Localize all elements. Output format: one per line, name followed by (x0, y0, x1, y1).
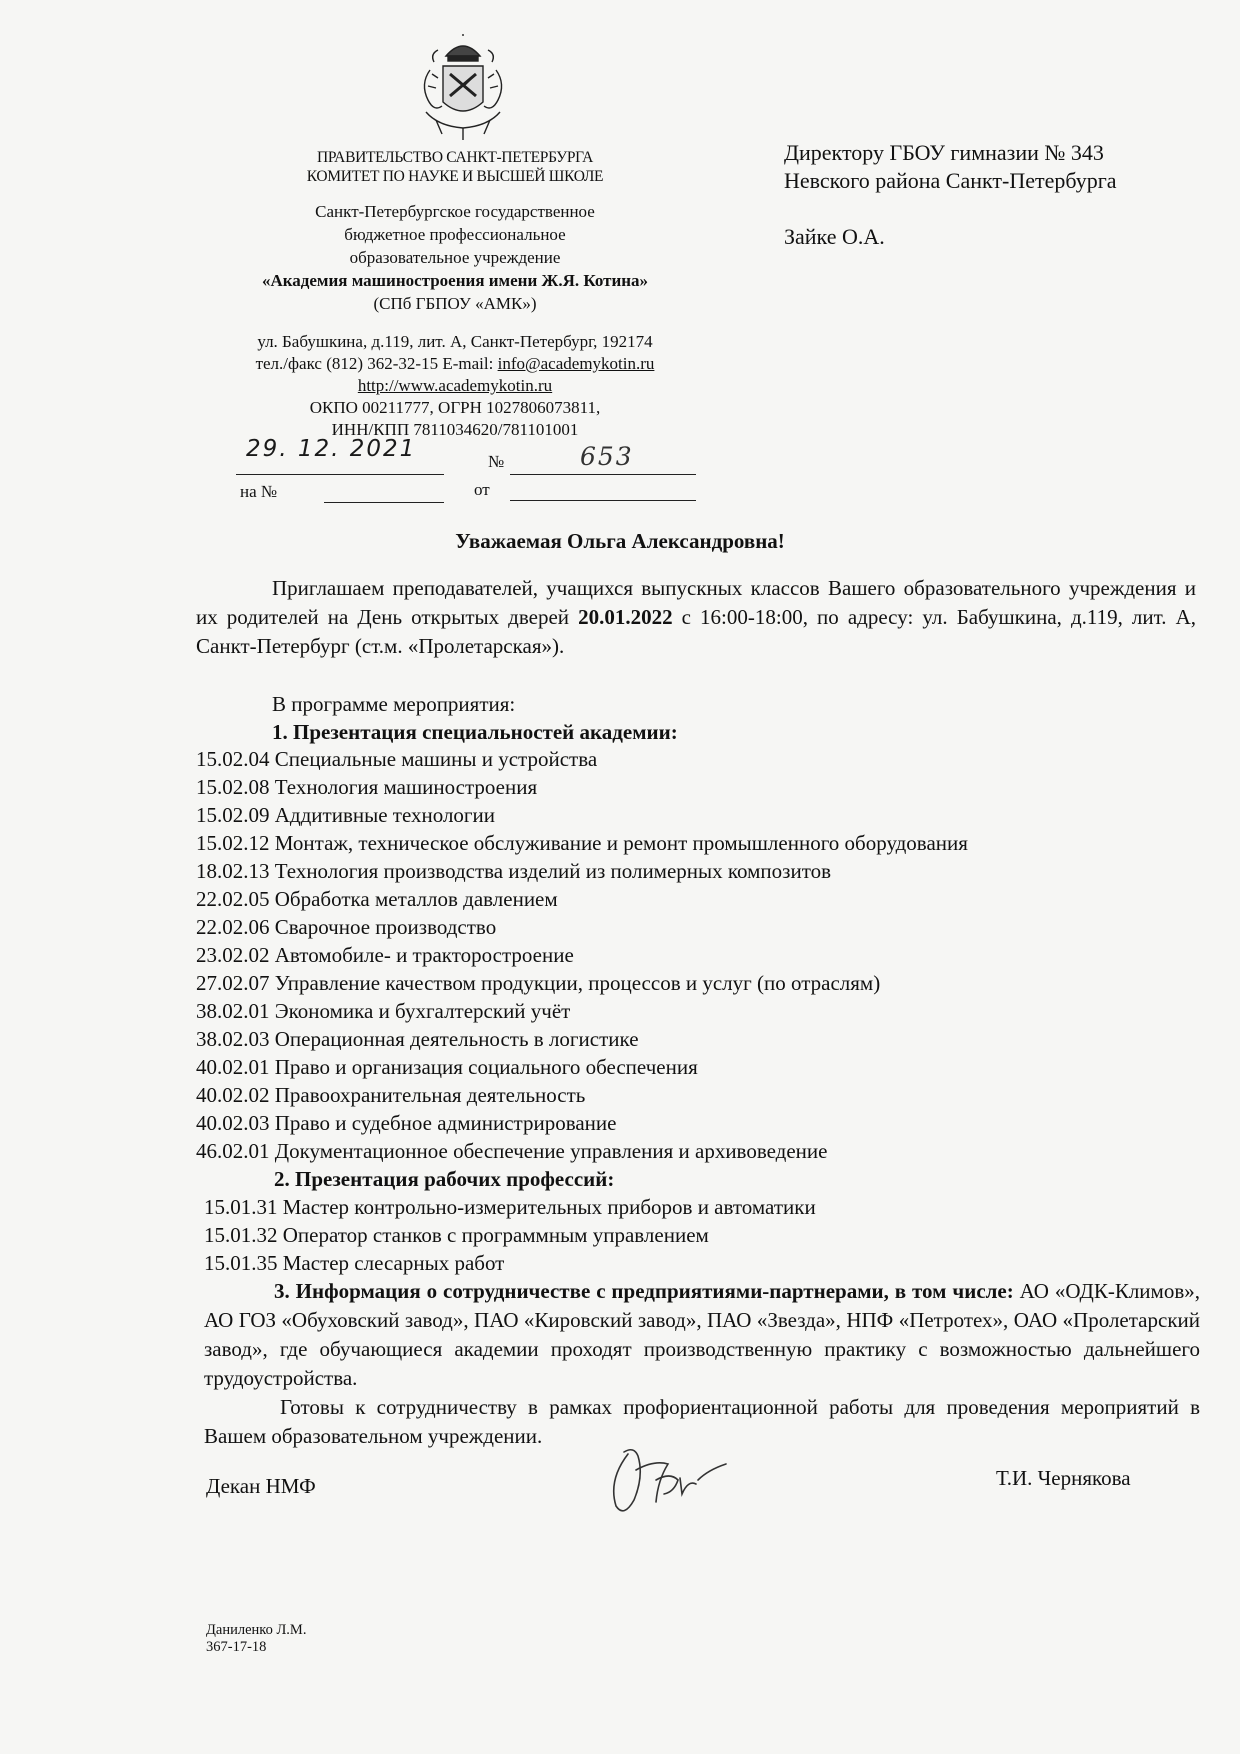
list-item: 15.02.09 Аддитивные технологии (196, 803, 496, 827)
outgoing-number-handwritten: 653 (580, 442, 634, 471)
greeting: Уважаемая Ольга Александровна! (455, 529, 785, 553)
closing-text: Готовы к сотрудничеству в рамках профориентационной работы для проведения мероприятий в Вашем образовательном учреждении. (204, 1395, 1200, 1448)
date-underline (236, 474, 444, 475)
gov-line-1: ПРАВИТЕЛЬСТВО САНКТ-ПЕТЕРБУРГА (316, 149, 594, 166)
program-intro: В программе мероприятия: (272, 692, 516, 716)
list-item: 15.02.08 Технология машиностроения (196, 775, 538, 799)
org-line-3: образовательное учреждение (349, 248, 561, 267)
list-item: 46.02.01 Документационное обеспечение управления и архивоведение (196, 1139, 828, 1163)
website-link[interactable]: http://www.academykotin.ru (357, 376, 553, 395)
section-3-paragraph (204, 1277, 1200, 1393)
list-item: 40.02.01 Право и организация социального обеспечения (196, 1055, 698, 1079)
list-item: 15.02.04 Специальные машины и устройства (196, 747, 598, 771)
org-phone-email (195, 353, 715, 375)
section-3-text: АО «ОДК-Климов», АО ГОЗ «Обуховский завод», ПАО «Кировский завод», ПАО «Звезда», НПФ «Петротех», ОАО «Пролетарский завод», где обучающиеся академии проходят производственную практику с возможностью дальнейшего трудоустройства. (204, 1279, 1200, 1390)
signatory-name: Т.И. Чернякова (996, 1466, 1131, 1490)
section-2-title: 2. Презентация рабочих профессий: (274, 1167, 615, 1191)
list-item: 38.02.03 Операционная деятельность в логистике (196, 1027, 639, 1051)
number-underline (510, 474, 696, 475)
reply-to-label: на № (240, 482, 278, 501)
list-item: 22.02.06 Сварочное производство (196, 915, 497, 939)
executor-name: Даниленко Л.М. (206, 1622, 307, 1638)
org-line-1: Санкт-Петербургское государственное (315, 202, 595, 221)
intro-paragraph (196, 574, 1196, 661)
list-item: 18.02.13 Технология производства изделий из полимерных композитов (196, 859, 832, 883)
section-1-title: 1. Презентация специальностей академии: (272, 720, 678, 744)
addressee-line-1: Директору ГБОУ гимназии № 343 (784, 140, 1104, 165)
list-item: 15.01.35 Мастер слесарных работ (204, 1251, 505, 1275)
intro-text-b: с 16:00-18:00, по адресу: ул. Бабушкина, д.119, лит. А, Санкт-Петербург (ст.м. «Пролетарская»). (196, 605, 1196, 658)
intro-text-a: Приглашаем преподавателей, учащихся выпускных классов Вашего образовательного учреждения и их родителей на День открытых дверей (196, 576, 1196, 629)
org-name: «Академия машиностроения имени Ж.Я. Котина» (261, 271, 649, 290)
list-item: 40.02.03 Право и судебное администрирование (196, 1111, 617, 1135)
list-item: 15.01.32 Оператор станков с программным управлением (204, 1223, 709, 1247)
org-okpo: ОКПО 00211777, ОГРН 1027806073811, (309, 398, 601, 417)
phone-text: тел./факс (812) 362-32-15 E-mail: (255, 354, 498, 373)
list-item: 15.01.31 Мастер контрольно-измерительных приборов и автоматики (204, 1195, 816, 1219)
event-date: 20.01.2022 (578, 605, 673, 629)
signatory-position: Декан НМФ (206, 1474, 316, 1498)
org-inn: ИНН/КПП 7811034620/781101001 (331, 420, 579, 439)
gov-line-2: КОМИТЕТ ПО НАУКЕ И ВЫСШЕЙ ШКОЛЕ (306, 168, 604, 185)
number-label: № (488, 452, 505, 471)
handwritten-signature (598, 1440, 728, 1520)
list-item: 15.02.12 Монтаж, техническое обслуживание и ремонт промышленного оборудования (196, 831, 968, 855)
coat-of-arms-emblem (408, 34, 518, 144)
addressee-name: Зайке О.А. (784, 224, 885, 249)
reply-number-underline (324, 502, 444, 503)
addressee-line-2: Невского района Санкт-Петербурга (784, 168, 1117, 193)
email-link[interactable]: info@academykotin.ru (497, 354, 655, 373)
org-short: (СПб ГБПОУ «АМК») (373, 294, 537, 313)
org-address: ул. Бабушкина, д.119, лит. А, Санкт-Петербург, 192174 (257, 332, 653, 351)
list-item: 40.02.02 Правоохранительная деятельность (196, 1083, 586, 1107)
executor-phone: 367-17-18 (206, 1639, 267, 1655)
org-line-2: бюджетное профессиональное (344, 225, 566, 244)
organization-block (195, 200, 715, 315)
government-name (215, 148, 695, 186)
list-item: 27.02.07 Управление качеством продукции, процессов и услуг (по отраслям) (196, 971, 881, 995)
from-date-underline (510, 500, 696, 501)
contacts-block (195, 331, 715, 441)
from-label: от (474, 480, 490, 499)
list-item: 38.02.01 Экономика и бухгалтерский учёт (196, 999, 571, 1023)
list-item: 22.02.05 Обработка металлов давлением (196, 887, 558, 911)
section-3-title: 3. Информация о сотрудничестве с предприятиями-партнерами, в том числе: (274, 1279, 1014, 1303)
addressee-block (784, 139, 1117, 251)
list-item: 23.02.02 Автомобиле- и тракторостроение (196, 943, 574, 967)
outgoing-date-handwritten: 29. 12. 2021 (246, 436, 417, 462)
executor-block (206, 1622, 306, 1656)
